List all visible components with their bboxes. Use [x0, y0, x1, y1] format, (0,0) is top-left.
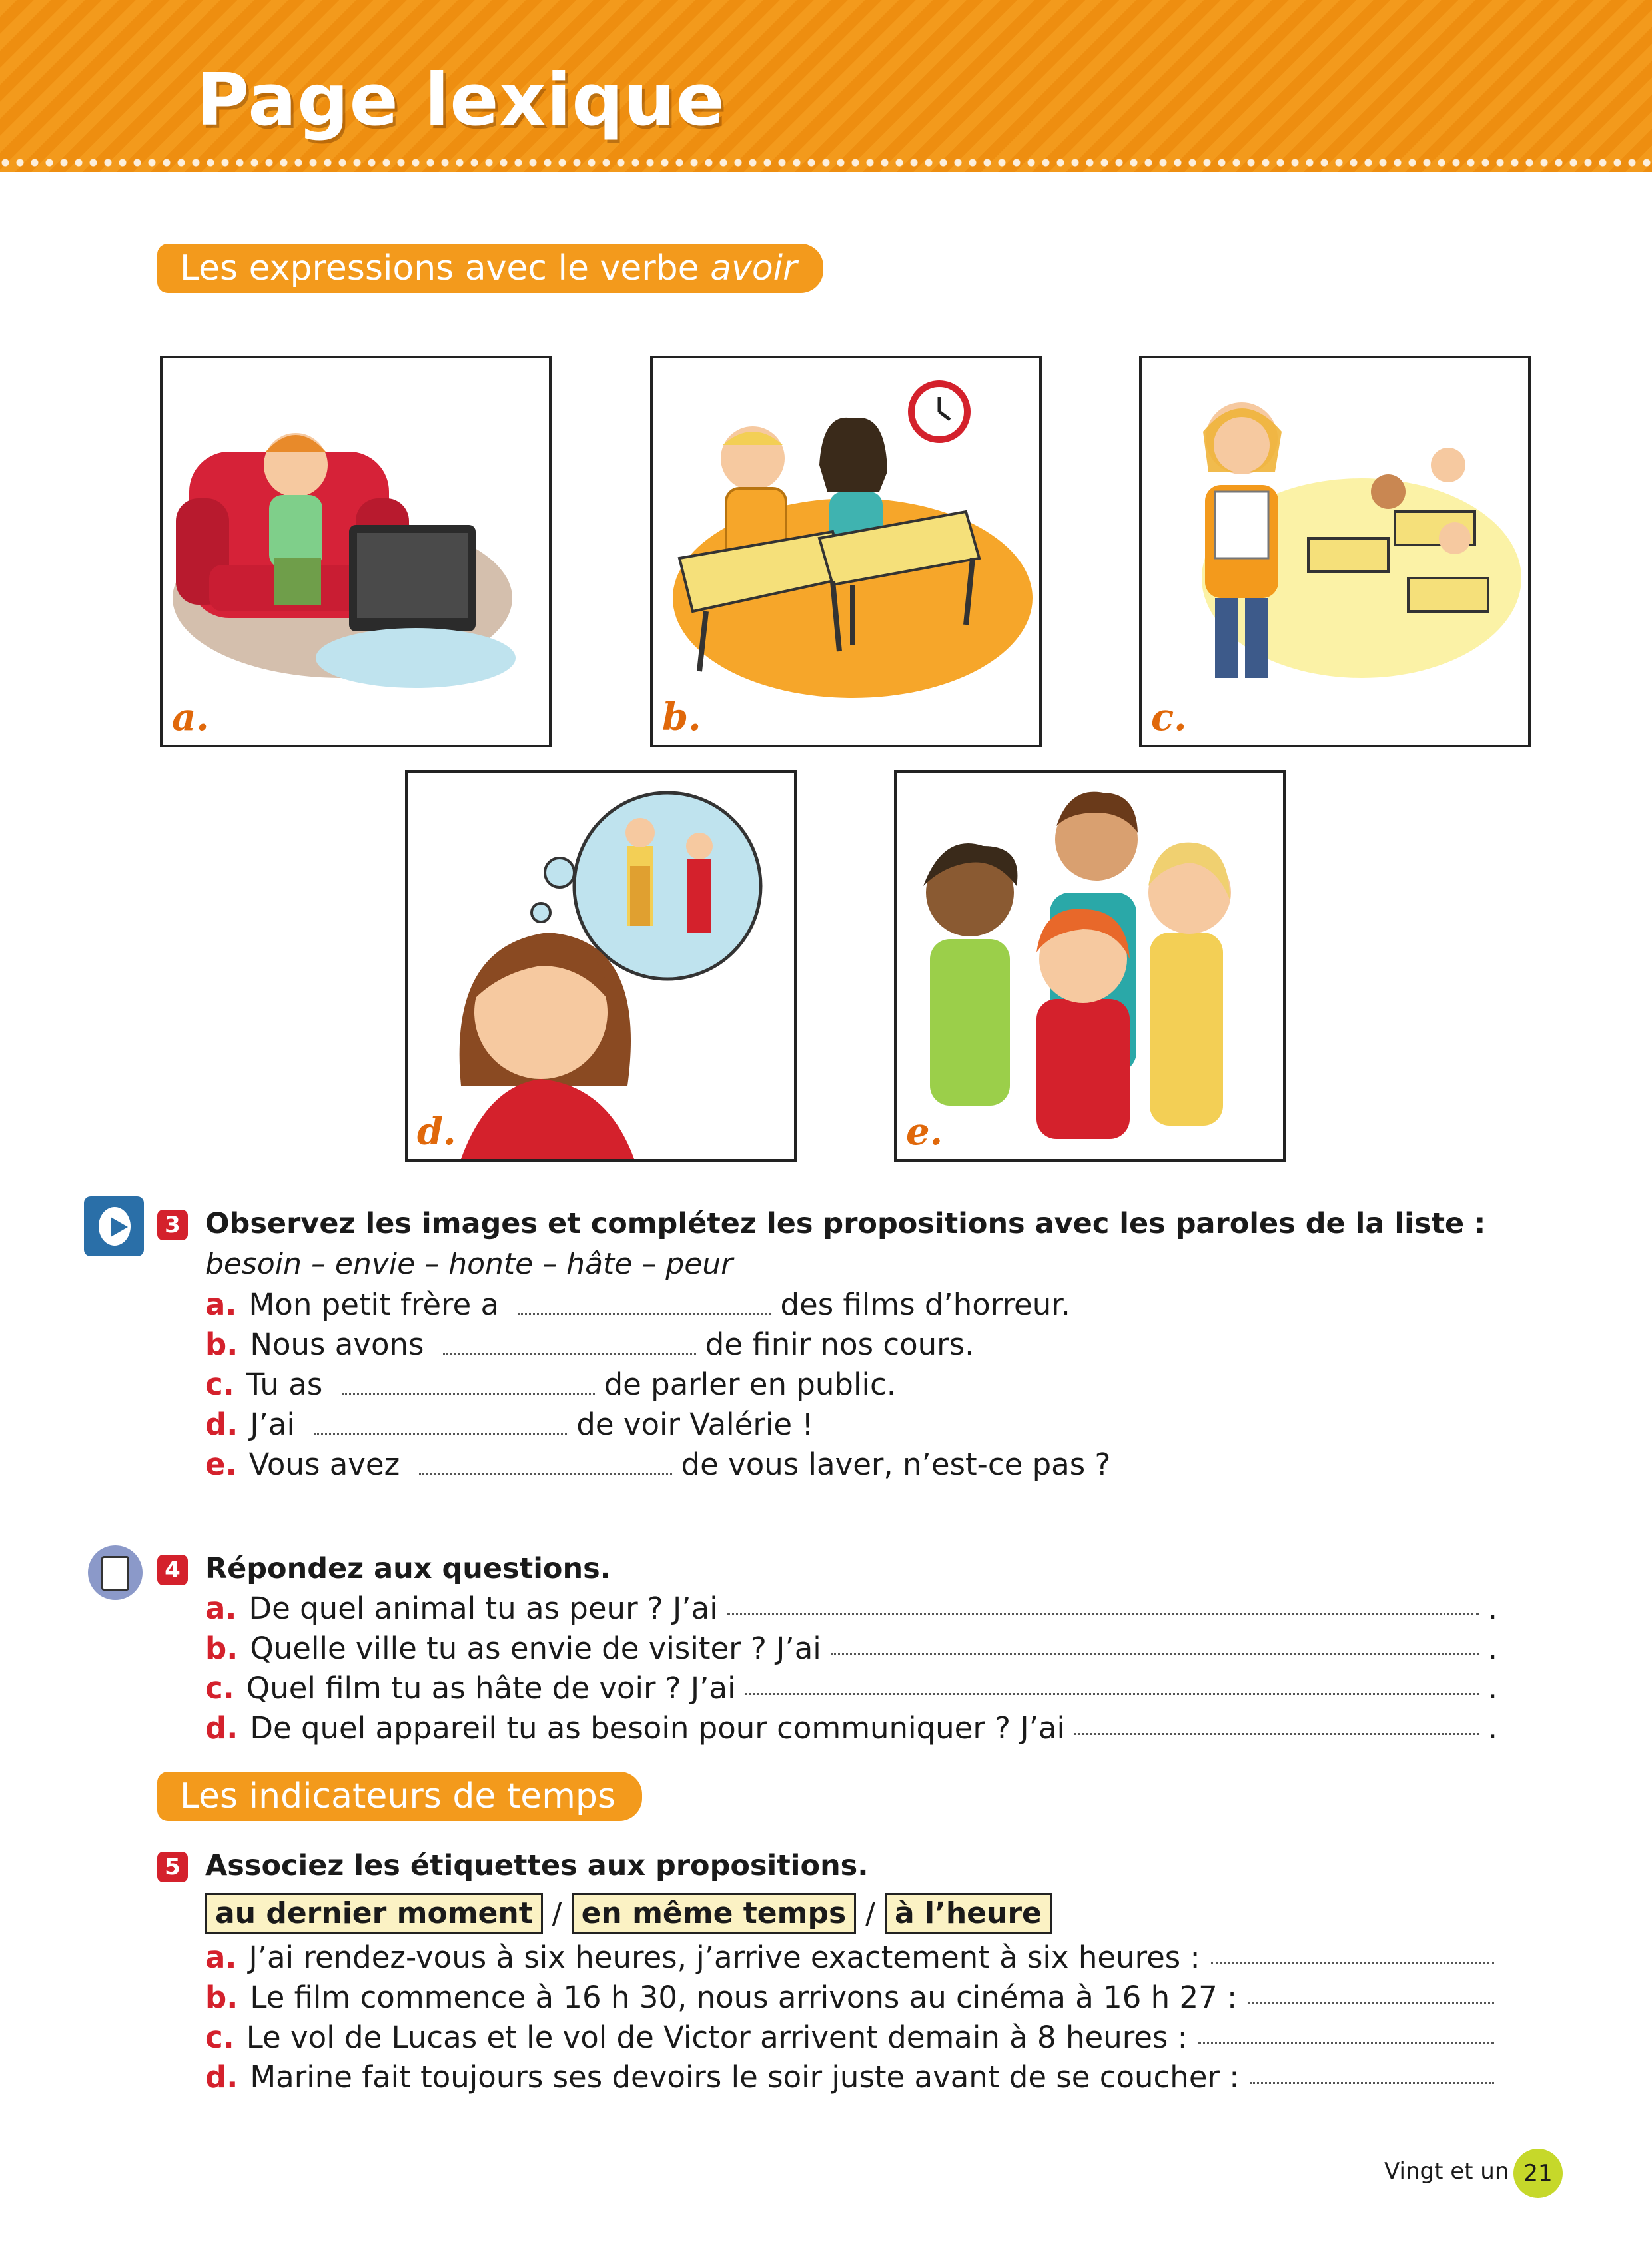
page-number-words: Vingt et un — [1384, 2158, 1509, 2185]
exercise-4-item-c — [205, 1671, 1497, 1706]
item-text: De quel appareil tu as besoin pour communiquer ? J’ai — [250, 1710, 1065, 1746]
answer-blank[interactable] — [1250, 2059, 1494, 2084]
section-title-avoir — [157, 244, 823, 293]
exercise-3-item-d — [205, 1407, 813, 1442]
exercise-4-instruction: Répondez aux questions. — [205, 1552, 612, 1585]
item-letter: a. — [205, 1591, 237, 1626]
answer-blank[interactable] — [518, 1306, 771, 1315]
item-letter: d. — [205, 1710, 238, 1746]
end-mark: . — [1487, 1671, 1497, 1706]
answer-blank[interactable] — [745, 1671, 1479, 1695]
tag-separator: / — [865, 1896, 876, 1930]
answer-blank[interactable] — [1211, 1940, 1494, 1964]
exercise-3-wordlist: besoin – envie – honte – hâte – peur — [205, 1247, 733, 1281]
banner-edge-decoration — [0, 157, 1652, 177]
item-text: Le vol de Lucas et le vol de Victor arrivent demain à 8 heures : — [246, 2020, 1188, 2055]
item-letter: d. — [205, 1407, 238, 1442]
end-mark: . — [1487, 1591, 1497, 1626]
notebook-icon — [88, 1545, 143, 1600]
illustration-b — [650, 356, 1042, 747]
item-text: de finir nos cours. — [705, 1327, 975, 1362]
item-text: de voir Valérie ! — [576, 1407, 814, 1442]
exercise-5-item-a — [205, 1940, 1494, 1975]
item-text: J’ai rendez-vous à six heures, j’arrive exactement à six heures : — [248, 1940, 1200, 1975]
item-letter: a. — [205, 1287, 237, 1322]
item-letter: b. — [205, 1631, 238, 1666]
illustration-c — [1139, 356, 1531, 747]
item-letter: d. — [205, 2059, 238, 2095]
exercise-5-instruction: Associez les étiquettes aux propositions. — [205, 1849, 869, 1882]
girl-dreaming-of-meeting-illustration — [408, 773, 794, 1159]
exercise-3-instruction: Observez les images et complétez les propositions avec les paroles de la liste : — [205, 1207, 1486, 1240]
exercise-5-item-c — [205, 2020, 1494, 2055]
exercise-4-item-a — [205, 1591, 1497, 1626]
answer-blank[interactable] — [342, 1386, 595, 1395]
item-text: de vous laver, n’est-ce pas ? — [681, 1447, 1111, 1482]
exercise-3-item-c — [205, 1367, 896, 1402]
illustration-e — [894, 770, 1286, 1162]
tag-au-dernier-moment[interactable]: au dernier moment — [205, 1893, 543, 1934]
page-number-badge: 21 — [1513, 2149, 1563, 2198]
exercise-3-badge: 3 — [157, 1210, 188, 1240]
item-text: Vous avez — [248, 1447, 400, 1482]
exercise-4-badge: 4 — [157, 1555, 188, 1585]
girl-speaking-in-class-illustration — [1142, 358, 1528, 745]
exercise-3-item-e — [205, 1447, 1110, 1482]
answer-blank[interactable] — [831, 1631, 1479, 1655]
image-letter-e: e. — [906, 1110, 943, 1154]
item-text: Quelle ville tu as envie de visiter ? J’ai — [250, 1631, 821, 1666]
item-text: Tu as — [246, 1367, 323, 1402]
students-waiting-clock-illustration — [653, 358, 1039, 745]
section-title-text: Les expressions avec le verbe — [180, 248, 711, 288]
image-letter-c: c. — [1151, 695, 1187, 739]
section-title-temps: Les indicateurs de temps — [157, 1772, 642, 1821]
item-letter: c. — [205, 1367, 234, 1402]
item-letter: c. — [205, 2020, 234, 2055]
answer-blank[interactable] — [1074, 1710, 1479, 1735]
image-letter-d: d. — [417, 1110, 456, 1154]
answer-blank[interactable] — [419, 1466, 672, 1475]
item-text: Quel film tu as hâte de voir ? J’ai — [246, 1671, 736, 1706]
exercise-5-badge: 5 — [157, 1852, 188, 1882]
exercise-5-tags — [205, 1893, 1052, 1934]
answer-blank[interactable] — [314, 1426, 567, 1435]
item-text: Nous avons — [250, 1327, 424, 1362]
illustration-a — [160, 356, 552, 747]
item-letter: b. — [205, 1980, 238, 2015]
item-letter: c. — [205, 1671, 234, 1706]
item-letter: b. — [205, 1327, 238, 1362]
end-mark: . — [1487, 1631, 1497, 1666]
item-text: Mon petit frère a — [248, 1287, 500, 1322]
exercise-5-item-d — [205, 2059, 1494, 2095]
exercise-4-item-b — [205, 1631, 1497, 1666]
exercise-3-item-b — [205, 1327, 974, 1362]
tag-a-l-heure[interactable]: à l’heure — [885, 1893, 1052, 1934]
item-letter: a. — [205, 1940, 237, 1975]
illustration-d — [405, 770, 797, 1162]
image-letter-a: a. — [172, 695, 209, 739]
exercise-4-item-d — [205, 1710, 1497, 1746]
page-title: Page lexique — [197, 59, 725, 142]
item-letter: e. — [205, 1447, 237, 1482]
item-text: J’ai — [250, 1407, 295, 1442]
answer-blank[interactable] — [1248, 1980, 1494, 2004]
answer-blank[interactable] — [727, 1591, 1479, 1615]
section-title-italic: avoir — [710, 248, 797, 288]
item-text: De quel animal tu as peur ? J’ai — [248, 1591, 718, 1626]
end-mark: . — [1487, 1710, 1497, 1746]
item-text: Le film commence à 16 h 30, nous arrivons au cinéma à 16 h 27 : — [250, 1980, 1238, 2015]
item-text: des films d’horreur. — [780, 1287, 1070, 1322]
image-letter-b: b. — [662, 695, 701, 739]
boy-watching-tv-illustration — [163, 358, 549, 745]
tag-en-meme-temps[interactable]: en même temps — [572, 1893, 857, 1934]
tag-separator: / — [552, 1896, 562, 1930]
group-of-friends-illustration — [897, 773, 1283, 1159]
exercise-5-item-b — [205, 1980, 1494, 2015]
answer-blank[interactable] — [443, 1346, 696, 1355]
audio-play-icon[interactable] — [84, 1196, 144, 1256]
item-text: Marine fait toujours ses devoirs le soir juste avant de se coucher : — [250, 2059, 1240, 2095]
answer-blank[interactable] — [1198, 2020, 1494, 2044]
exercise-3-item-a — [205, 1287, 1070, 1322]
item-text: de parler en public. — [604, 1367, 896, 1402]
